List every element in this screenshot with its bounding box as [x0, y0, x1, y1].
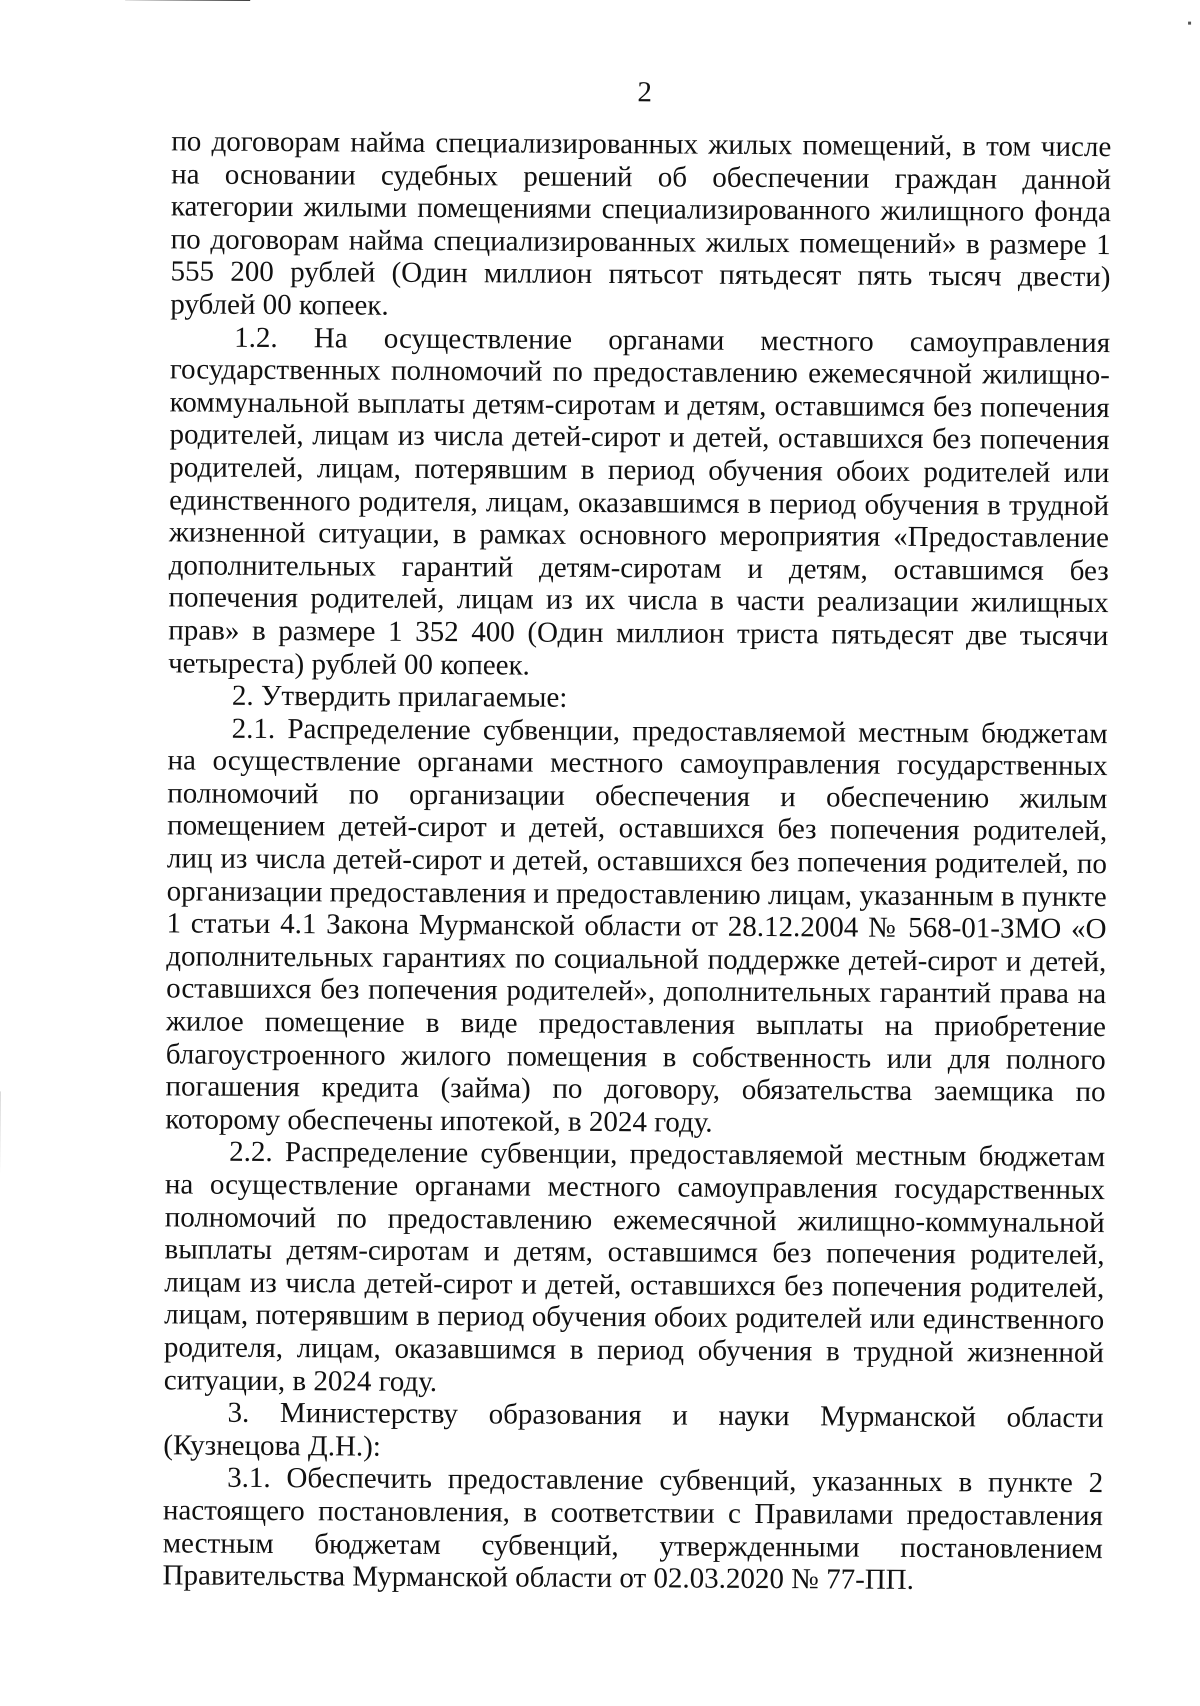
- paragraph-item-2: 2. Утвердить прилагаемые:: [231, 679, 568, 714]
- paragraph-item-3: 3. Министерству образования и науки Мурманской области (Кузнецова Д.Н.):: [163, 1396, 1104, 1463]
- paragraph-item-2-2: 2.2. Распределение субвенции, предоставляемой местным бюджетам на осуществление органами местного самоуправления государственных полномочий по предоставлению ежемесячной жилищно-коммунальной выплаты детям-сиротам и детям, оставшимся без попечения родителей, лицам из числа детей-сирот и детей, оставшихся без попечения родителей, лицам, потерявшим в период обучения обоих родителей или единственного родителя, лицам, оказавшимся в период обучения в трудной жизненной ситуации, в 2024 году.: [163, 1136, 1106, 1398]
- scan-artifact-dot: [1188, 22, 1191, 25]
- page-number: 2: [637, 76, 652, 109]
- paragraph-item-2-1: 2.1. Распределение субвенции, предоставляемой местным бюджетам на осуществление органами местного самоуправления государственных полномочий по организации обеспечения и обеспечению жилым помещением детей-сирот и детей, оставшихся без попечения родителей, лиц из числа детей-сирот и детей, оставшихся без попечения родителей, по организации предоставления и предоставлению лицам, указанным в пункте 1 статьи 4.1 Закона Мурманской области от 28.12.2004 № 568-01-ЗМО «О дополнительных гарантиях по социальной поддержке детей-сирот и детей, оставшихся без попечения родителей», дополнительных гарантий права на жилое помещение в виде предоставления выплаты на приобретение благоустроенного жилого помещения в собственность или для полного погашения кредита (займа) по договору, обязательства заемщика по которому обеспечены ипотекой, в 2024 году.: [165, 712, 1108, 1139]
- scan-artifact-edge: [0, 1091, 1, 1391]
- paragraph-item-3-1: 3.1. Обеспечить предоставление субвенций, указанных в пункте 2 настоящего постановления, в соответствии с Правилами предоставления местным бюджетам субвенций, утвержденными постановлением Правительства Мурманской области от 02.03.2020 № 77-ПП.: [162, 1462, 1104, 1597]
- paragraph-continuation: по договорам найма специализированных жилых помещений, в том числе на основании судебных решений об обеспечении граждан данной категории жилыми помещениями специализированного жилищного фонда по договорам найма специализированных жилых помещений» в размере 1 555 200 рублей (Один миллион пятьсот пятьдесят пять тысяч двести) рублей 00 копеек.: [170, 125, 1112, 322]
- scan-artifact-line: [125, 0, 250, 1]
- document-body: [162, 125, 1111, 1597]
- paragraph-item-1-2: 1.2. На осуществление органами местного самоуправления государственных полномочий по предоставлению ежемесячной жилищно-коммунальной выплаты детям-сиротам и детям, оставшимся без попечения родителей, лицам из числа детей-сирот и детей, оставшихся без попечения родителей, лицам, потерявшим в период обучения обоих родителей или единственного родителя, лицам, оказавшимся в период обучения в трудной жизненной ситуации, в рамках основного мероприятия «Предоставление дополнительных гарантий детям-сиротам и детям, оставшимся без попечения родителей, лицам из их числа в части реализации жилищных прав» в размере 1 352 400 (Один миллион триста пятьдесят две тысячи четыреста) рублей 00 копеек.: [168, 321, 1111, 682]
